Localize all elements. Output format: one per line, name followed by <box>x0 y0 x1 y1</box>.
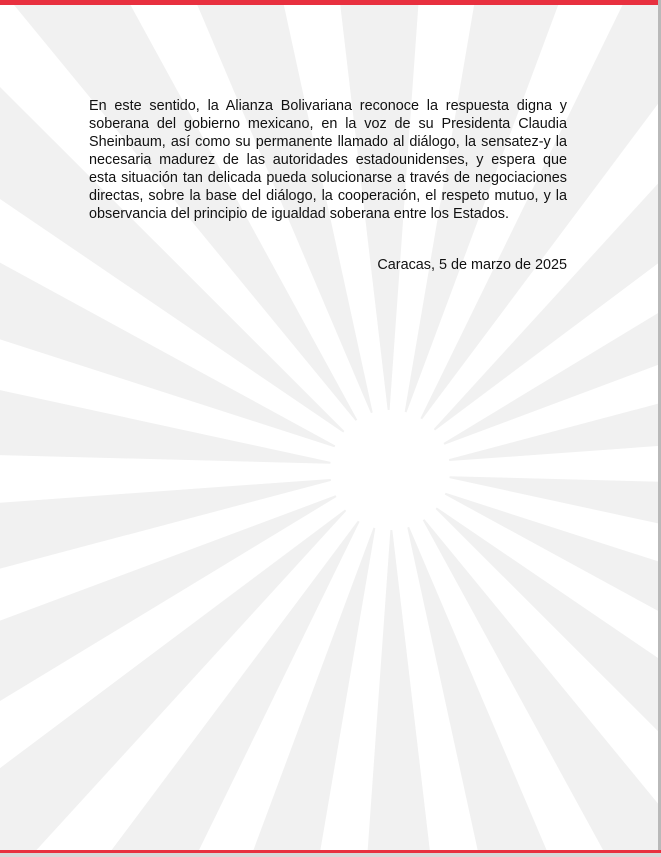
place-and-date: Caracas, 5 de marzo de 2025 <box>377 257 567 273</box>
statement-paragraph: En este sentido, la Alianza Bolivariana reconoce la respuesta digna y soberana del gobierno mexicano, en la voz de su Presidenta Claudia Sheinbaum, así como su permanente llamado al diálogo, la sensatez-y la necesaria madurez de las autoridades estadounidenses, y espera que esta situación tan delicada pueda solucionarse a través de negociaciones directas, sobre la base del diálogo, la cooperación, el respeto mutuo, y la observancia del principio de igualdad soberana entre los Estados. <box>89 98 567 222</box>
watermark-center <box>356 436 424 504</box>
bottom-border-line <box>0 853 661 857</box>
top-accent-bar <box>0 0 661 5</box>
